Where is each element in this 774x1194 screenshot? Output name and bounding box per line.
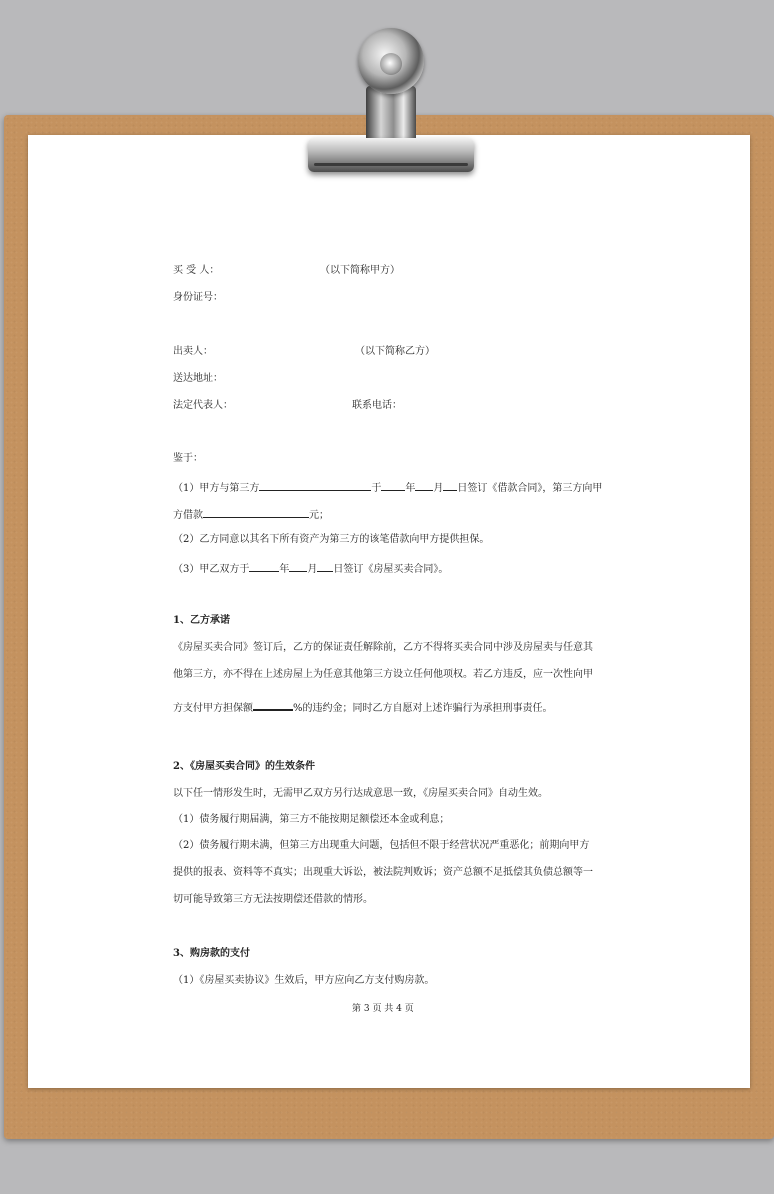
contract-page xyxy=(28,135,750,1088)
buyer-label: 买 受 人： xyxy=(173,265,220,276)
section-2-item-2-line-1: （2）债务履行期未满，但第三方出现重大问题，包括但不限于经营状况严重恶化；前期向甲方 xyxy=(173,840,590,851)
page-number: 第 3 页 共 4 页 xyxy=(352,1004,414,1014)
seller-label: 出卖人： xyxy=(173,346,213,357)
phone-label: 联系电话： xyxy=(352,400,402,411)
recital-3: （3）甲乙双方于 年 月 日签订《房屋买卖合同》。 xyxy=(173,561,448,576)
recitals-heading: 鉴于： xyxy=(173,453,203,464)
section-1-line-1: 《房屋买卖合同》签订后，乙方的保证责任解除前，乙方不得将买卖合同中涉及房屋卖与任意其 xyxy=(173,642,593,653)
section-1-line-2: 他第三方，亦不得在上述房屋上为任意其他第三方设立任何他项权。若乙方违反，应一次性向甲 xyxy=(173,669,593,680)
buyer-note: （以下简称甲方） xyxy=(320,265,400,276)
legal-rep-label: 法定代表人： xyxy=(173,400,233,411)
section-2-intro: 以下任一情形发生时，无需甲乙双方另行达成意思一致，《房屋买卖合同》自动生效。 xyxy=(173,788,548,799)
address-label: 送达地址： xyxy=(173,373,223,384)
clip-plate xyxy=(308,138,474,172)
id-number-label: 身份证号： xyxy=(173,292,223,303)
section-2-title: 2、《房屋买卖合同》的生效条件 xyxy=(173,761,315,772)
clip-arm xyxy=(366,86,416,142)
section-3-item-1: （1）《房屋买卖协议》生效后，甲方应向乙方支付购房款。 xyxy=(173,975,435,986)
clip-hole-icon xyxy=(380,53,402,75)
recital-1-line-2: 方借款 元； xyxy=(173,507,329,522)
section-2-item-2-line-2: 提供的报表、资料等不真实；出现重大诉讼，被法院判败诉；资产总额不足抵偿其负债总额等一 xyxy=(173,867,593,878)
section-1-title: 1、乙方承诺 xyxy=(173,615,230,626)
clip-plate-edge xyxy=(314,163,468,166)
section-2-item-1: （1）债务履行期届满，第三方不能按期足额偿还本金或利息； xyxy=(173,814,450,825)
recital-2: （2）乙方同意以其名下所有资产为第三方的该笔借款向甲方提供担保。 xyxy=(173,534,490,545)
section-1-line-3: 方支付甲方担保额 %的违约金；同时乙方自愿对上述诈骗行为承担刑事责任。 xyxy=(173,699,553,715)
section-3-title: 3、购房款的支付 xyxy=(173,948,250,959)
section-2-item-2-line-3: 切可能导致第三方无法按期偿还借款的情形。 xyxy=(173,894,373,905)
seller-note: （以下简称乙方） xyxy=(355,346,435,357)
recital-1-line-1: （1）甲方与第三方 于 年 月 日签订《借款合同》，第三方向甲 xyxy=(173,480,602,495)
